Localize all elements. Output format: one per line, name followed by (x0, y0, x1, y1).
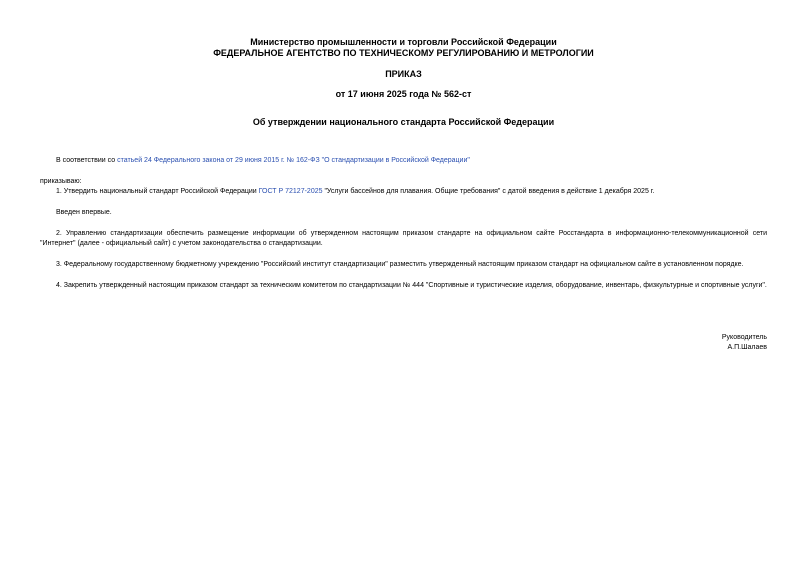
document-type: ПРИКАЗ (385, 69, 422, 79)
item-1-start: 1. Утвердить национальный стандарт Российской Федерации (56, 188, 259, 195)
gost-standard-link[interactable]: ГОСТ Р 72127-2025 (258, 188, 323, 195)
law-article-link[interactable]: статьей 24 Федерального закона от 29 июня 2015 г. № 162-ФЗ "О стандартизации в Российской Федерации" (117, 157, 470, 164)
item-3: 3. Федеральному государственному бюджетному учреждению "Российский институт стандартизации" разместить утвержденный настоящим приказом стандарт на официальном сайте в установленном порядке. (56, 261, 744, 268)
document-title: Об утверждении национального стандарта Российской Федерации (252, 117, 555, 127)
document-date-number: от 17 июня 2025 года № 562-ст (335, 89, 472, 99)
agency-name: ФЕДЕРАЛЬНОЕ АГЕНТСТВО ПО ТЕХНИЧЕСКОМУ РЕГУЛИРОВАНИЮ И МЕТРОЛОГИИ (213, 48, 594, 58)
introduced-first-note: Введен впервые. (56, 209, 112, 216)
order-word: приказываю: (40, 178, 82, 185)
item-2: 2. Управлению стандартизации обеспечить размещение информации об утвержденном настоящим приказом стандарте на официальном сайте Росстандарта в информационно-телекоммуникационной сети "Интернет" (далее - официальный сайт) с учетом законодательства о стандартизации. (40, 230, 767, 247)
signature-name: А.П.Шалаев (727, 344, 767, 351)
signature-position: Руководитель (721, 334, 767, 341)
preamble-lead: В соответствии со (56, 157, 118, 164)
item-1 (56, 187, 654, 197)
item-1-end: "Услуги бассейнов для плавания. Общие требования" с датой введения в действие 1 декабря 2025 г. (322, 188, 655, 195)
preamble (56, 156, 470, 166)
ministry-name: Министерство промышленности и торговли Российской Федерации (250, 37, 557, 47)
item-4: 4. Закрепить утвержденный настоящим приказом стандарт за техническим комитетом по стандартизации № 444 "Спортивные и туристические изделия, оборудование, инвентарь, физкультурные и спортивные услуги". (56, 282, 767, 289)
